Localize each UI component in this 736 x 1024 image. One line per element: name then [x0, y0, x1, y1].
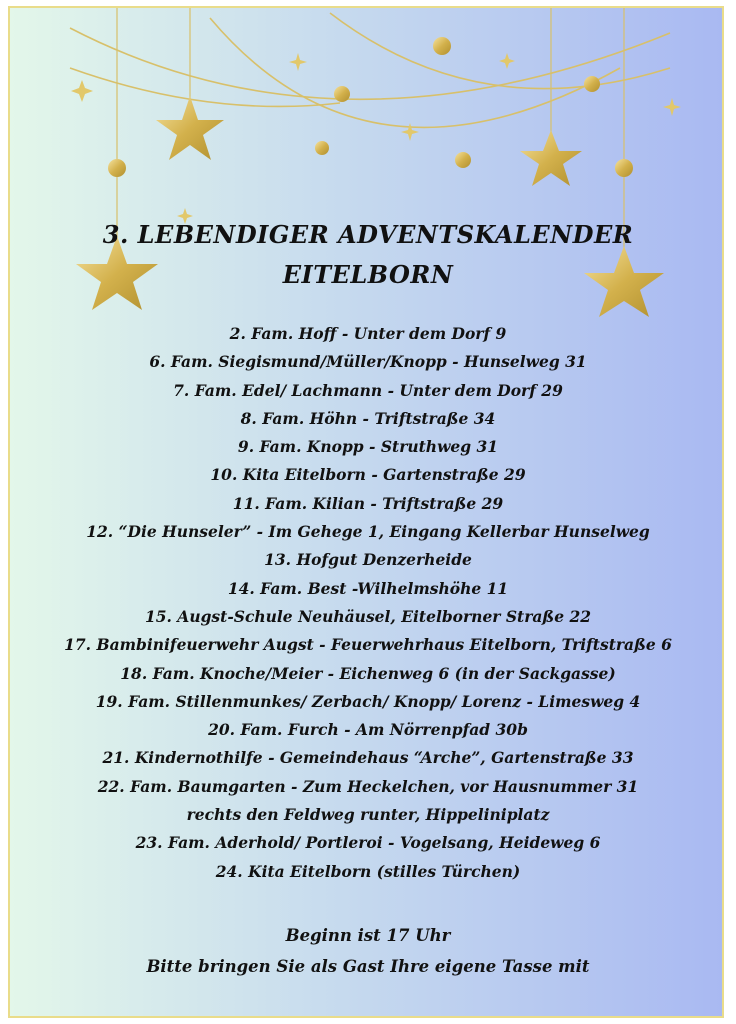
page-title: 3. LEBENDIGER ADVENTSKALENDER — [102, 220, 634, 249]
garland-strings-icon — [70, 13, 670, 127]
list-item: 14. Fam. Best -Wilhelmshöhe 11 — [227, 578, 509, 598]
list-item: 21. Kindernothilfe - Gemeindehaus “Arche”, Gartenstraße 33 — [102, 748, 634, 768]
list-item: 18. Fam. Knoche/Meier - Eichenweg 6 (in der Sackgasse) — [120, 663, 616, 683]
list-item: 8. Fam. Höhn - Triftstraße 34 — [240, 408, 496, 428]
list-item: 7. Fam. Edel/ Lachmann - Unter dem Dorf 29 — [173, 380, 563, 400]
list-item: 23. Fam. Aderhold/ Portleroi - Vogelsang, Heideweg 6 — [135, 833, 601, 853]
start-time-note: Beginn ist 17 Uhr — [285, 926, 451, 945]
list-item: 13. Hofgut Denzerheide — [264, 550, 472, 570]
list-item: 2. Fam. Hoff - Unter dem Dorf 9 — [229, 324, 507, 343]
list-item: 11. Fam. Kilian - Triftstraße 29 — [232, 493, 504, 513]
page-subtitle: EITELBORN — [282, 260, 454, 289]
advent-calendar-list — [10, 320, 724, 886]
list-item: 6. Fam. Siegismund/Müller/Knopp - Hunselweg 31 — [149, 352, 587, 372]
list-item: 22. Fam. Baumgarten - Zum Heckelchen, vor Hausnummer 31 — [97, 776, 639, 796]
flyer-page — [8, 6, 724, 1018]
list-item: 10. Kita Eitelborn - Gartenstraße 29 — [210, 465, 526, 485]
bring-cup-note: Bitte bringen Sie als Gast Ihre eigene Tasse mit — [146, 957, 590, 976]
list-item: 12. “Die Hunseler” - Im Gehege 1, Eingang Kellerbar Hunselweg — [86, 522, 650, 542]
list-item: 15. Augst-Schule Neuhäusel, Eitelborner Straße 22 — [144, 606, 592, 626]
list-item: 9. Fam. Knopp - Struthweg 31 — [237, 437, 499, 457]
list-item: 20. Fam. Furch - Am Nörrenpfad 30b — [208, 720, 528, 740]
list-item: 17. Bambinifeuerwehr Augst - Feuerwehrhaus Eitelborn, Triftstraße 6 — [64, 635, 672, 655]
list-item-continuation: rechts den Feldweg runter, Hippeliniplatz — [186, 805, 550, 825]
list-item: 19. Fam. Stillenmunkes/ Zerbach/ Knopp/ Lorenz - Limesweg 4 — [95, 691, 641, 711]
list-item: 24. Kita Eitelborn (stilles Türchen) — [215, 861, 521, 881]
